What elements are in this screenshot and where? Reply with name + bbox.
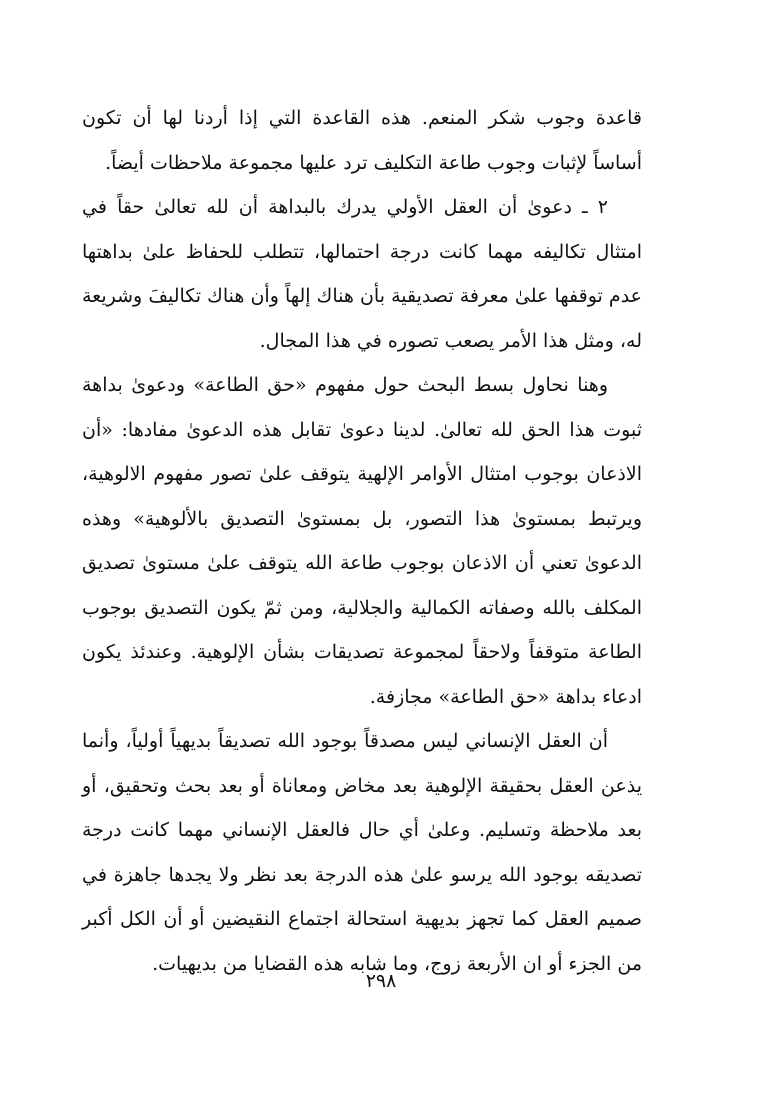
paragraph-4: أن العقل الإنساني ليس مصدقاً بوجود الله تصديقاً بديهياً أولياً، وأنما يذعن العقل بحقيقة الإلوهية بعد مخاض ومعاناة أو بعد بحث وتحقيق، أو بعد ملاحظة وتسليم. وعلىٰ أي حال فالعقل الإنساني مهما كانت درجة تصديقه بوجود الله يرسو علىٰ هذه الدرجة بعد نظر ولا يجدها جاهزة في صميم العقل كما تجهز بديهية استحالة اجتماع النقيضين أو أن الكل أكبر من الجزء أو ان الأربعة زوج، وما شابه هذه القضايا من بديهيات.	[82, 730, 642, 975]
paragraph-3: وهنا نحاول بسط البحث حول مفهوم «حق الطاعة» ودعوىٰ بداهة ثبوت هذا الحق لله تعالىٰ. لدينا دعوىٰ تقابل هذه الدعوىٰ مفادها: «أن الاذعان بوجوب امتثال الأوامر الإلهية يتوقف علىٰ تصور مفهوم الالوهية، ويرتبط بمستوىٰ هذا التصور، بل بمستوىٰ التصديق بالألوهية» وهذه الدعوىٰ تعني أن الاذعان بوجوب طاعة الله يتوقف علىٰ مستوىٰ تصديق المكلف بالله وصفاته الكمالية والجلالية، ومن ثمّ يكون التصديق بوجوب الطاعة متوقفاً ولاحقاً لمجموعة تصديقات بشأن الإلوهية. وعندئذ يكون ادعاء بداهة «حق الطاعة» مجازفة.	[82, 374, 642, 708]
body-text	[82, 96, 642, 986]
paragraph-2: ٢ ـ دعوىٰ أن العقل الأولي يدرك بالبداهة أن لله تعالىٰ حقاً في امتثال تكاليفه مهما كانت درجة احتمالها، تتطلب للحفاظ علىٰ بداهتها عدم توقفها علىٰ معرفة تصديقية بأن هناك إلهاً وأن هناك تكاليفَ وشريعة له، ومثل هذا الأمر يصعب تصوره في هذا المجال.	[82, 196, 642, 352]
paragraph-1: قاعدة وجوب شكر المنعم. هذه القاعدة التي إذا أردنا لها أن تكون أساساً لإثبات وجوب طاعة التكليف ترد عليها مجموعة ملاحظات أيضاً.	[82, 107, 642, 174]
page-number: ٢٩٨	[365, 970, 397, 992]
